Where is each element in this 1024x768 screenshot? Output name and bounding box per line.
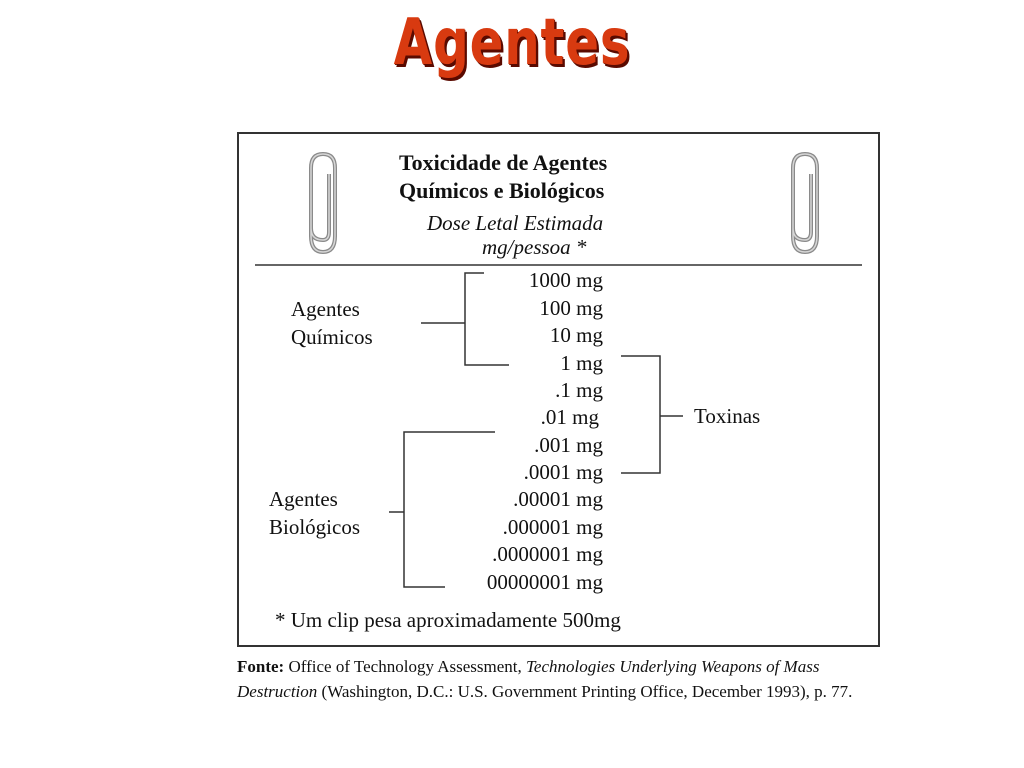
dose-value: .001 mg: [534, 433, 603, 457]
dose-value: .01 mg: [540, 405, 599, 429]
dose-value: .1 mg: [555, 378, 603, 402]
dose-value: .0001 mg: [523, 460, 603, 484]
group-chemical-label-line2: Químicos: [291, 325, 373, 349]
group-toxins-label: Toxinas: [694, 404, 761, 428]
source-text-1: Office of Technology Assessment,: [284, 657, 527, 676]
panel-subtitle-line2: mg/pessoa *: [482, 235, 587, 259]
panel-title-line1: Toxicidade de Agentes: [399, 150, 608, 175]
toxicity-chart-panel: [237, 132, 880, 647]
source-text-2: (Washington, D.C.: U.S. Government Printing Office, December 1993), p. 77.: [317, 682, 853, 701]
source-citation: [237, 654, 897, 704]
slide-title: Agentes: [393, 6, 631, 80]
source-title: Technologies Underlying Weapons of Mass Destruction: [237, 657, 820, 701]
dose-value: 100 mg: [539, 296, 603, 320]
dose-value: .000001 mg: [502, 515, 603, 539]
dose-value: 00000001 mg: [486, 570, 603, 594]
source-label: Fonte:: [237, 657, 285, 676]
footnote: * Um clip pesa aproximadamente 500mg: [275, 608, 621, 632]
dose-value: .00001 mg: [513, 487, 603, 511]
dose-value: .0000001 mg: [492, 542, 603, 566]
panel-title-line2: Químicos e Biológicos: [399, 178, 605, 203]
dose-value: 10 mg: [549, 323, 603, 347]
panel-subtitle-line1: Dose Letal Estimada: [427, 211, 604, 235]
group-biological-label-line1: Agentes: [269, 487, 338, 511]
dose-value: 1000 mg: [528, 268, 603, 292]
dose-value: 1 mg: [560, 351, 603, 375]
group-biological-label-line2: Biológicos: [269, 515, 361, 539]
group-chemical-label-line1: Agentes: [291, 297, 360, 321]
